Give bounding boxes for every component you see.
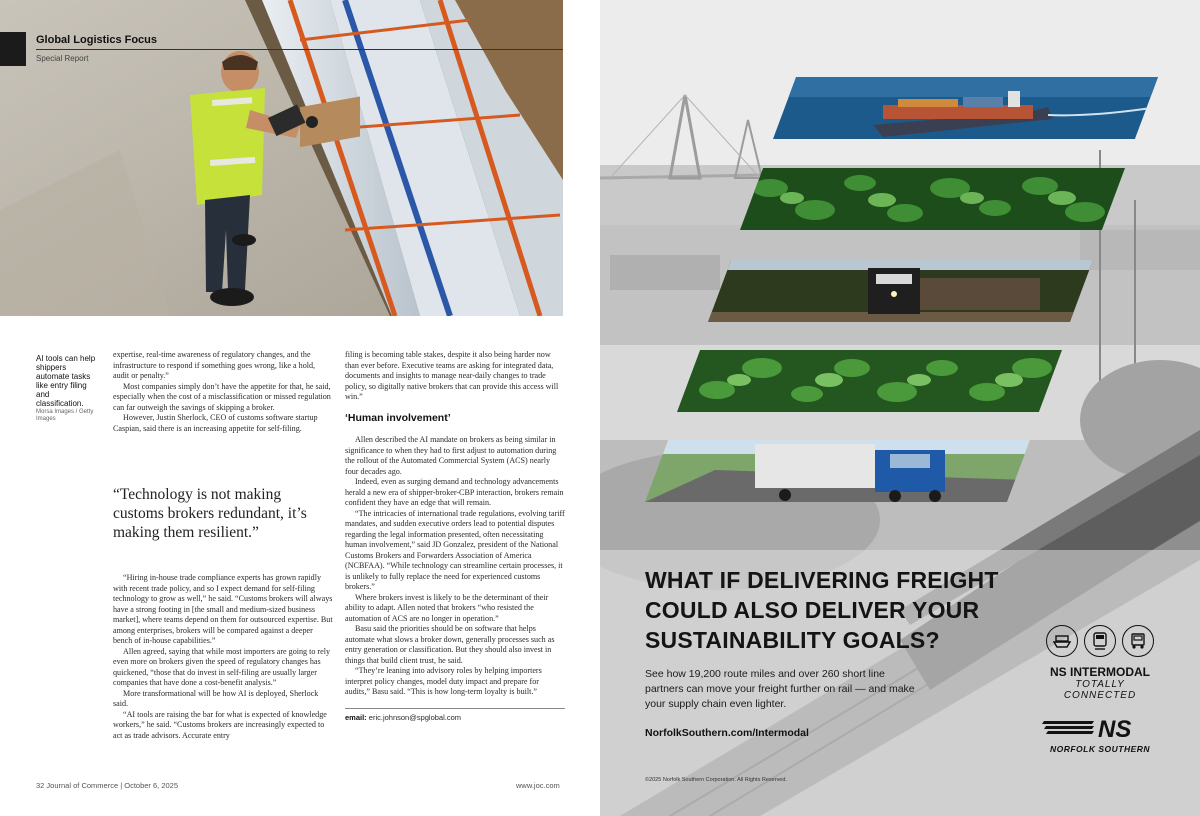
ad-body-copy: See how 19,200 route miles and over 260 short line partners can move your freight further on rail — and make your supply chain even lighter. [645,668,915,710]
ad-copyright: ©2025 Norfolk Southern Corporation. All Rights Reserved. [645,777,787,783]
caption-text: AI tools can help shippers automate tasks like entry filing and classification. [36,354,96,408]
article-column-1-top [113,350,333,434]
ad-headline [645,565,1025,655]
paragraph: “The intricacies of international trade regulations, evolving tariff mandates, and sudden executive orders lead to potential disputes regarding the legal information presented, often necessitating human involvement,” said JD Gonzalez, president of the National Customs Brokers and Forwarders Association of America (NCBFAA). “While technology can streamline certain processes, it is unlikely to fully replace the need for experienced customs brokers.” [345,508,565,591]
section-title: Global Logistics Focus [36,34,563,50]
paragraph: Basu said the priorities should be on software that helps automate what slows a broker down, generally processes such as entry generation or classification. But they should also invest in things that build client trust, he said. [345,624,555,665]
strip-green-leaves-1 [740,168,1125,230]
section-tab-marker [0,32,26,66]
brand-tagline: TOTALLY CONNECTED [1063,679,1137,701]
ad-headline-line-2: COULD ALSO DELIVER YOUR [645,597,980,623]
strip-green-leaves-2 [677,350,1062,412]
train-icon [1084,625,1116,657]
strip-truck-on-highway [645,440,1030,502]
section-header [36,34,563,63]
paragraph: Where brokers invest is likely to be the determinant of their ability to adapt. Allen noted that brokers “who resisted the automation of ACS are no longer in operation.” [345,592,549,623]
brand-name: NS INTERMODAL [1050,665,1150,679]
email-address-link[interactable]: eric.johnson@spglobal.com [368,712,462,722]
page-folio: 32 Journal of Commerce | October 6, 2025 [36,781,179,790]
paragraph: “They’re leaning into advisory roles by helping importers interpret policy changes, model duty impact and prepare for audits,” Basu said. “This is how long-term loyalty is built.” [345,666,542,696]
brand-icon-row [1040,625,1160,657]
norfolk-southern-logo [1040,715,1160,746]
article-column-2 [345,350,565,723]
logo-wordmark: NORFOLK SOUTHERN [1049,744,1151,754]
email-label: email: [345,712,367,722]
ad-headline-line-1: WHAT IF DELIVERING FREIGHT [645,567,999,593]
paragraph: Indeed, even as surging demand and technology advancements herald a new era of shipper-broker-CBP interaction, brokers remain confident they have an edge that will remain. [345,477,564,507]
ship-icon [1046,625,1078,657]
truck-icon [1122,625,1154,657]
norfolk-southern-advertisement [600,0,1200,816]
paragraph: Most companies simply don’t have the appetite for that, he said, especially when the cost of a misclassification or missed regulation can far outweigh the savings of skipping a broker. [113,381,331,412]
paragraph: “Hiring in-house trade compliance experts has grown rapidly with recent trade policy, and so I expect demand for self-filing technology to grow as well,” he said. “Customs brokers will always have a strong footing in [the small and medium-sized business market], where teams depend on them for outsourced expertise. But among enterprises, brokers will be compared against a deeper bench of in-house capabilities.” [113,573,333,645]
logo-mark: NS [1098,716,1132,741]
paragraph: More transformational will be how AI is deployed, Sherlock said. [113,688,319,708]
paragraph: However, Justin Sherlock, CEO of customs software startup Caspian, said there is an increasing appetite for self-filing. [113,413,318,433]
paragraph: Allen described the AI mandate on brokers as being similar in significance to when they had to first adjust to automation during the rollout of the Automated Commercial System (ACS) nearly four decades ago. [345,435,557,476]
paragraph: “AI tools are raising the bar for what is expected of knowledge workers,” he said. “Customs brokers are increasingly expected to act as trade advisors. Accurate entry [113,709,327,740]
photo-credit: Morsa Images / Getty Images [36,409,94,422]
ad-headline-line-3: SUSTAINABILITY GOALS? [645,627,940,653]
article-column-1-bottom [113,573,333,741]
ns-intermodal-brand [1040,625,1160,754]
article-subhead: ‘Human involvement’ [345,411,451,424]
strip-container-ship [773,77,1158,139]
paragraph: Allen agreed, saying that while most importers are going to rely even more on brokers given the speed of regulatory changes has quickened, “those that do invest in self-filing are usually larger companies that have done a cost-benefit analysis.” [113,646,331,687]
paragraph: expertise, real-time awareness of regulatory changes, and the infrastructure to respond if something goes wrong, like a hold, audit or penalty.” [113,350,316,380]
photo-caption [36,354,98,423]
strip-freight-train [708,260,1093,322]
author-email [345,708,565,724]
paragraph: filing is becoming table stakes, despite it also being harder now than ever before. Executive teams are asking for integrated data, documents and insights to manage near-daily changes to trade policy, so digitally native brokers that can provide this access will win.” [345,350,559,401]
site-url: www.joc.com [516,781,560,790]
section-subtitle: Special Report [36,54,89,63]
pull-quote: “Technology is not making customs brokers redundant, it’s making them resilient.” [113,486,307,541]
ad-url-link[interactable]: NorfolkSouthern.com/Intermodal [645,727,809,739]
